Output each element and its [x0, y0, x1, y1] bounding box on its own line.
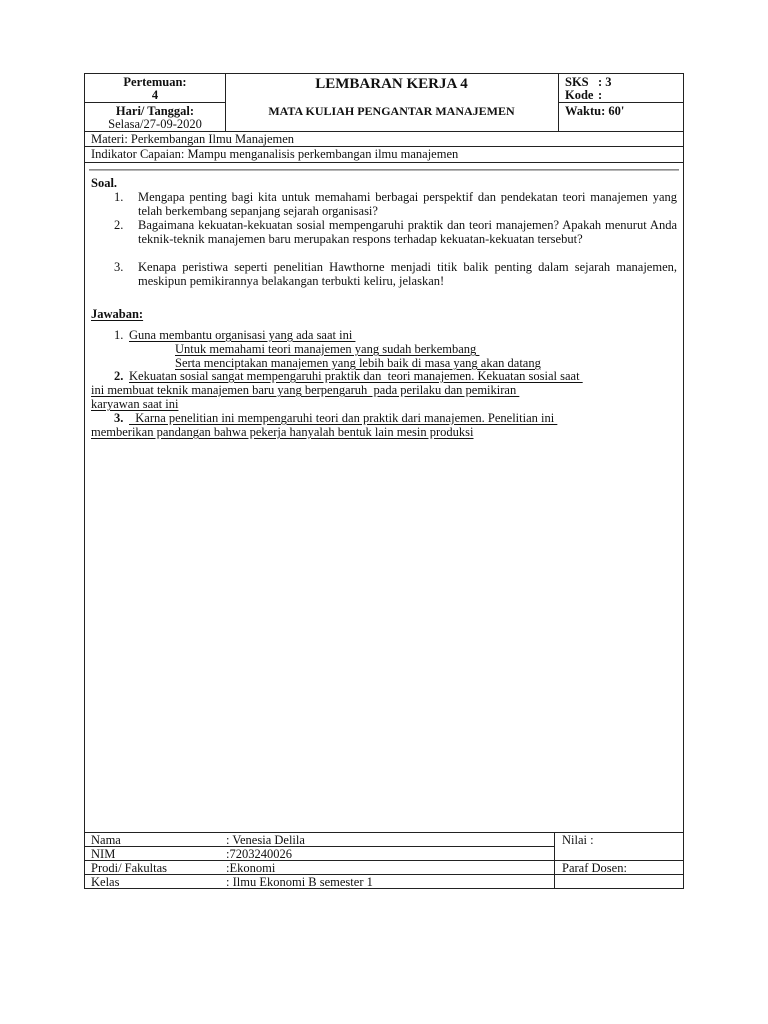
nama-label: Nama: [91, 833, 121, 847]
nilai-label: Nilai :: [562, 833, 594, 847]
jawaban-heading: Jawaban:: [91, 307, 144, 321]
sks-value: : 3: [598, 75, 612, 89]
soal-number: 3.: [114, 260, 124, 274]
jawaban-line: Untuk memahami teori manajemen yang sudah berkembang: [175, 342, 480, 356]
jawaban-number: 2.: [114, 369, 124, 383]
jawaban-line: Serta menciptakan manajemen yang lebih baik di masa yang akan datang: [175, 356, 541, 370]
divider: [89, 169, 679, 171]
hari-value: Selasa/27-09-2020: [108, 117, 202, 131]
divider: [85, 162, 684, 163]
nim-value: :7203240026: [226, 847, 292, 861]
indikator-capaian: Indikator Capaian: Mampu menganalisis perkembangan ilmu manajemen: [91, 147, 459, 161]
divider: [85, 846, 554, 847]
soal-item: Kenapa peristiwa seperti penelitian Hawthorne menjadi titik balik penting dalam sejarah manajemen, meskipun pemikirannya belakangan terbukti keliru, jelaskan!: [138, 260, 677, 288]
kelas-value: : Ilmu Ekonomi B semester 1: [226, 875, 373, 889]
soal-item: Mengapa penting bagi kita untuk memahami berbagai perspektif dan pendekatan teori manajemen yang telah berkembang sepanjang sejarah organisasi?: [138, 190, 677, 218]
jawaban-line: Karna penelitian ini mempengaruhi teori dan praktik dari manajemen. Penelitian ini: [129, 411, 558, 425]
kode-value: :: [598, 88, 603, 102]
sks-label: SKS: [565, 75, 589, 89]
worksheet-page: [84, 73, 684, 889]
jawaban-line: Guna membantu organisasi yang ada saat ini: [129, 328, 356, 342]
prodi-label: Prodi/ Fakultas: [91, 861, 168, 875]
kode-label: Kode: [565, 88, 594, 102]
nim-label: NIM: [91, 847, 116, 861]
soal-number: 1.: [114, 190, 124, 204]
jawaban-line: karyawan saat ini: [91, 397, 179, 411]
pertemuan-label: Pertemuan:: [123, 75, 187, 89]
nama-value: : Venesia Delila: [226, 833, 305, 847]
jawaban-number: 3.: [114, 411, 124, 425]
divider: [558, 102, 684, 103]
prodi-value: :Ekonomi: [226, 861, 276, 875]
soal-number: 2.: [114, 218, 124, 232]
page-subtitle: MATA KULIAH PENGANTAR MANAJEMEN: [268, 104, 515, 118]
divider: [558, 74, 559, 132]
soal-heading: Soal.: [91, 176, 118, 190]
waktu-label: Waktu: 60': [565, 104, 625, 118]
page-title: LEMBARAN KERJA 4: [315, 76, 468, 92]
soal-item: Bagaimana kekuatan-kekuatan sosial mempengaruhi praktik dan teori manajemen? Apakah menurut Anda teknik-teknik manajemen baru merupakan respons terhadap kekuatan-kekuatan tersebut?: [138, 218, 677, 246]
divider: [85, 102, 225, 103]
jawaban-line: memberikan pandangan bahwa pekerja hanyalah bentuk lain mesin produksi: [91, 425, 474, 439]
divider: [554, 832, 555, 889]
hari-label: Hari/ Tanggal:: [115, 104, 195, 118]
paraf-dosen-label: Paraf Dosen:: [562, 861, 627, 875]
jawaban-line: ini membuat teknik manajemen baru yang berpengaruh pada perilaku dan pemikiran: [91, 383, 520, 397]
jawaban-number: 1.: [114, 328, 124, 342]
materi: Materi: Perkembangan Ilmu Manajemen: [91, 132, 295, 146]
jawaban-line: Kekuatan sosial sangat mempengaruhi praktik dan teori manajemen. Kekuatan sosial saat: [129, 369, 583, 383]
kelas-label: Kelas: [91, 875, 120, 889]
pertemuan-value: 4: [151, 88, 159, 102]
divider: [85, 832, 684, 833]
